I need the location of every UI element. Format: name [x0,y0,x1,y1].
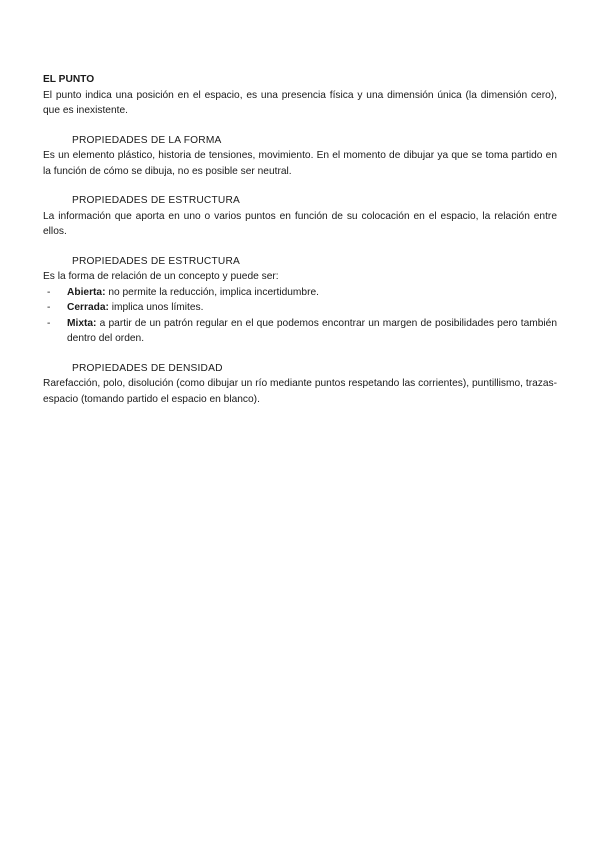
list-dash: - [47,286,51,298]
list-item-desc: no permite la reducción, implica incertidumbre. [105,286,319,298]
document-title: EL PUNTO [43,74,95,85]
section-forma [43,133,557,180]
list-item-term: Mixta: [67,317,97,329]
list-dash: - [47,302,51,313]
list-item-term: Cerrada: [67,302,109,313]
section-paragraph: Es un elemento plástico, historia de tensiones, movimiento. En el momento de dibujar ya que se toma partido en la función de cómo se dibuja, no es posible ser neutral. [43,150,557,177]
intro-paragraph: El punto indica una posición en el espacio, es una presencia física y una dimensión única (la dimensión cero), que es inexistente. [43,89,557,116]
list-item-desc: a partir de un patrón regular en el que podemos encontrar un margen de posibilidades pero también dentro del orden. [67,317,557,344]
list-item [43,285,557,301]
section-paragraph: Es la forma de relación de un concepto y puede ser: [43,271,279,282]
document-content [43,72,557,407]
section-paragraph: La información que aporta en uno o varios puntos en función de su colocación en el espacio, la relación entre ellos. [43,210,557,237]
list-item-desc: implica unos límites. [108,302,204,313]
list-item [43,316,557,347]
section-paragraph: Rarefacción, polo, disolución (como dibujar un río mediante puntos respetando las corrientes), puntillismo, trazas-espacio (tomando partido el espacio en blanco). [43,378,557,405]
section-estructura-1 [43,193,557,240]
section-estructura-2 [43,254,557,347]
section-heading: PROPIEDADES DE DENSIDAD [72,362,223,374]
section-heading: PROPIEDADES DE ESTRUCTURA [72,195,241,206]
list-dash: - [47,317,51,329]
section-densidad [43,361,557,408]
relation-list [43,285,557,347]
section-heading: PROPIEDADES DE ESTRUCTURA [72,255,241,267]
section-heading: PROPIEDADES DE LA FORMA [72,134,222,146]
list-item-term: Abierta: [67,286,106,298]
list-item [43,300,557,316]
